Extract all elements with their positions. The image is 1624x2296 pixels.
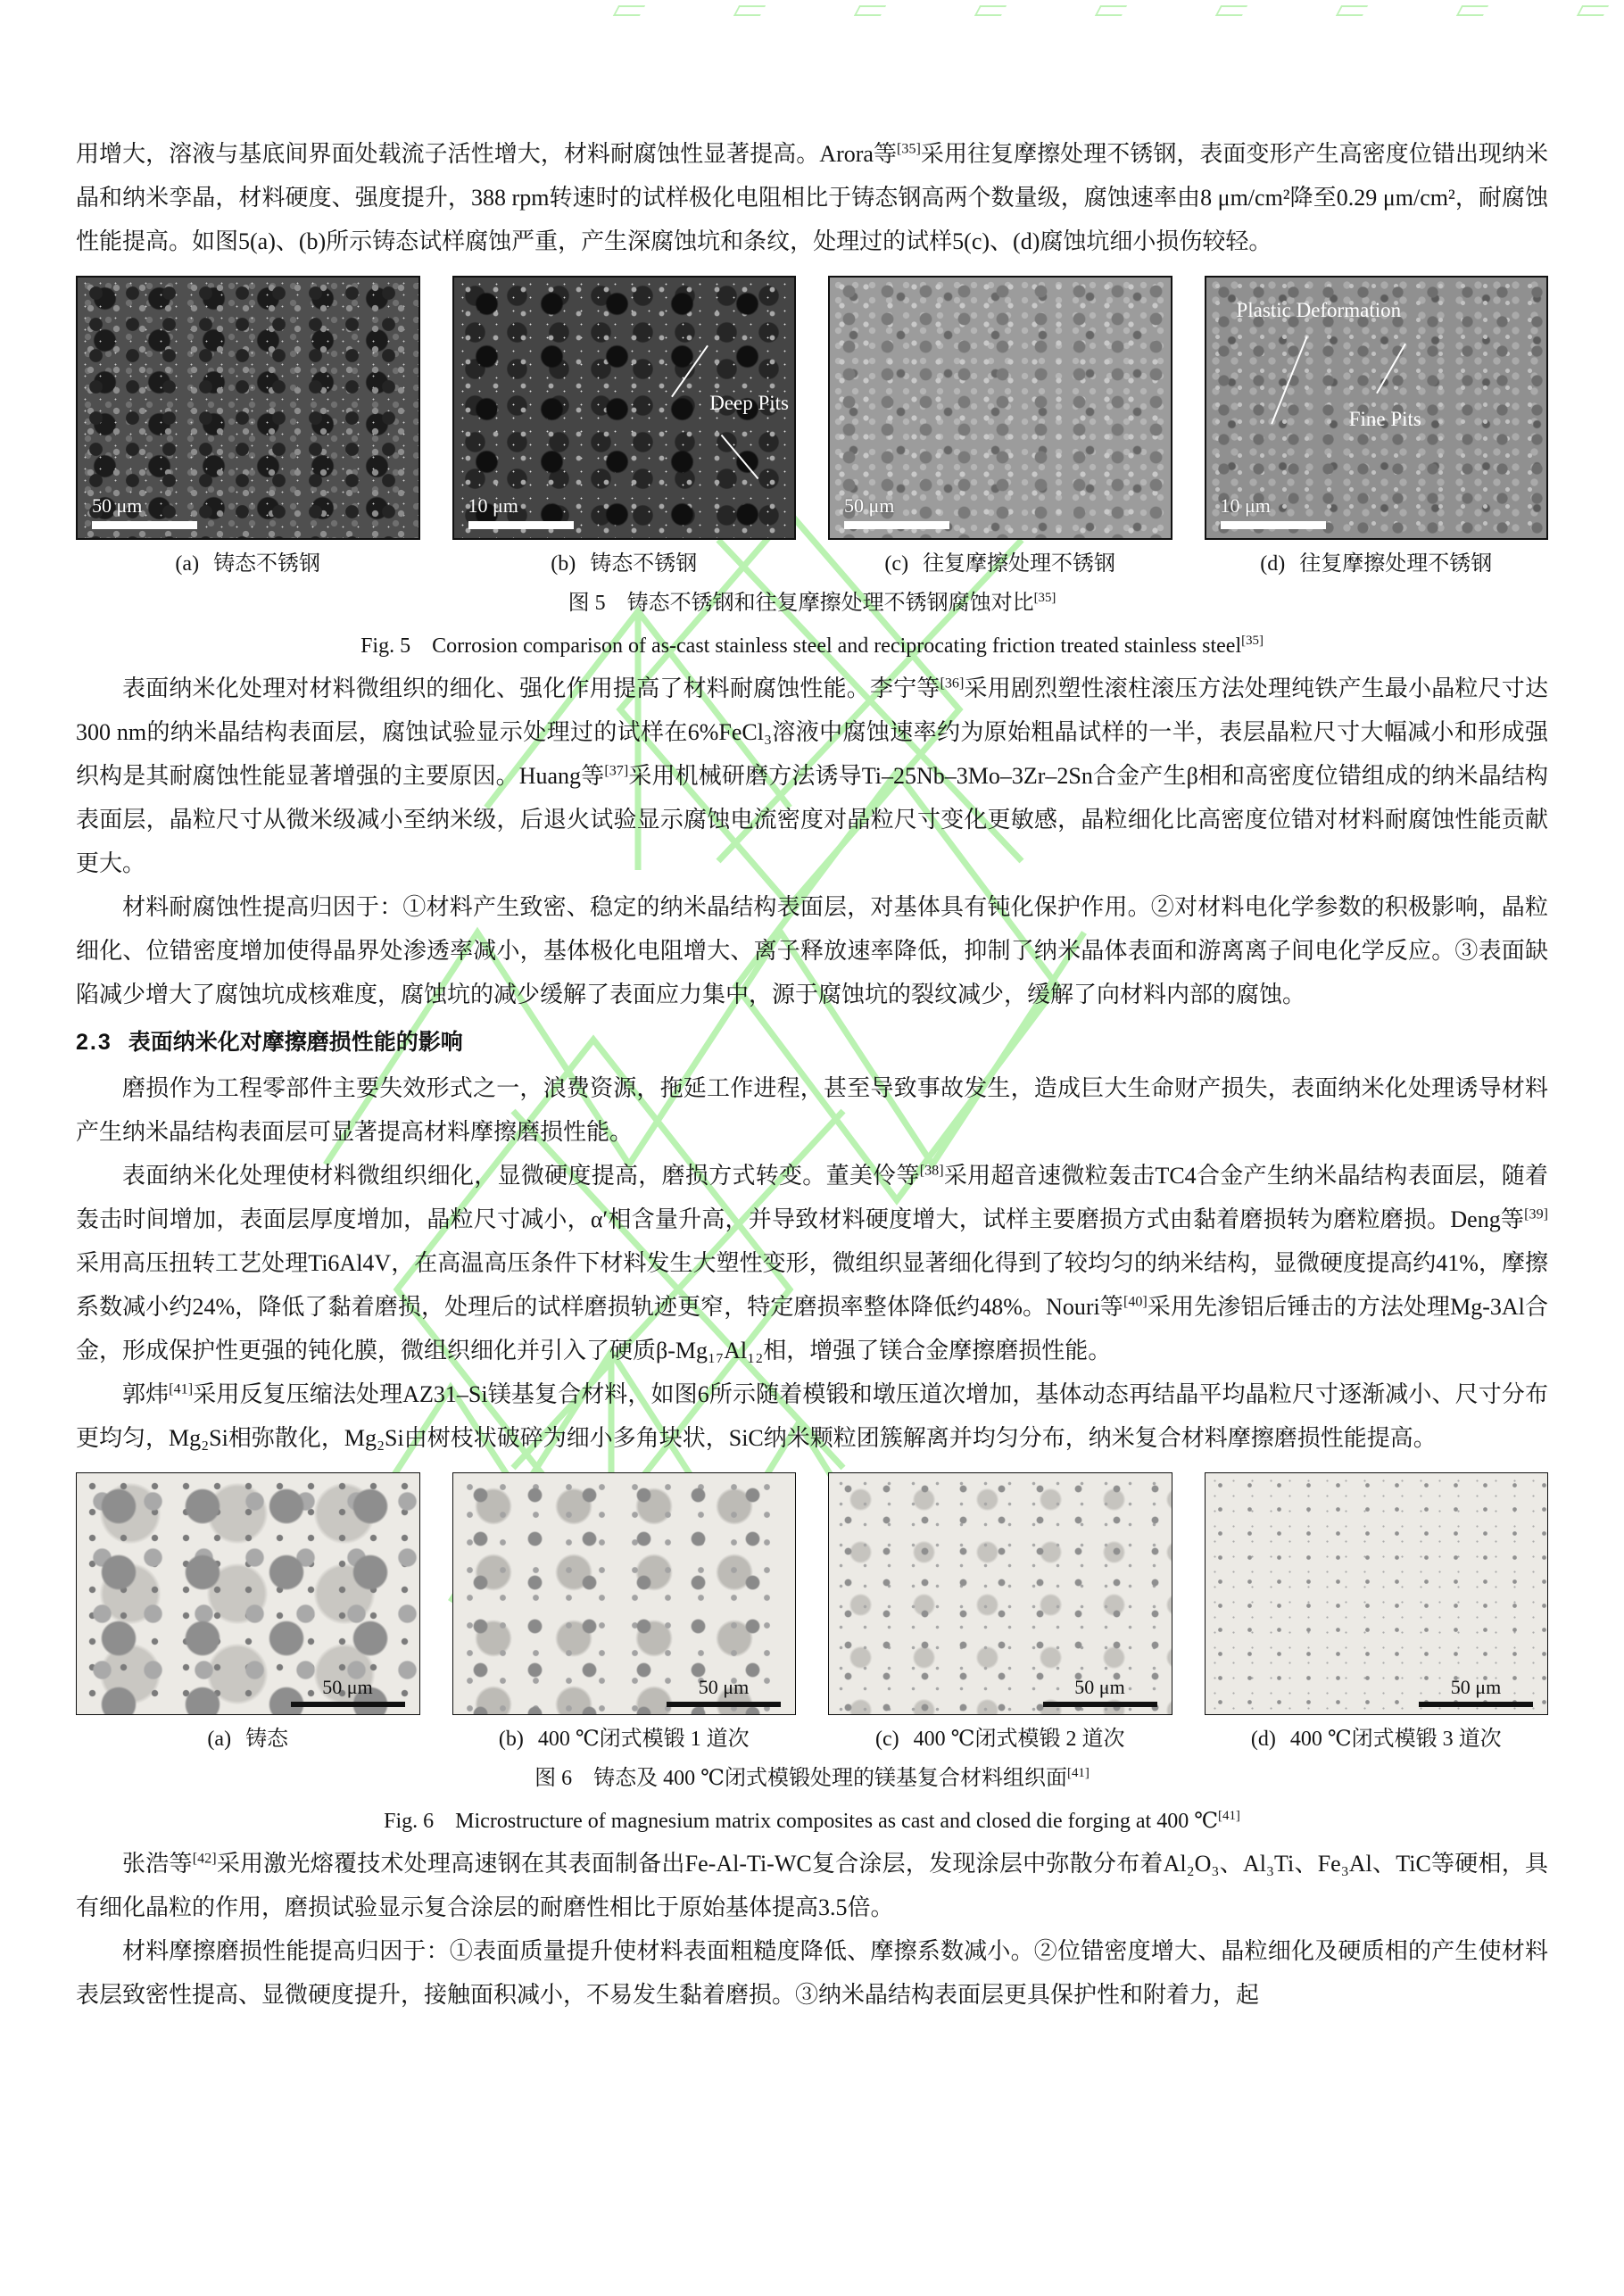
figure-5-image-row — [76, 276, 1548, 540]
scale-bar — [1221, 495, 1326, 529]
figure-5-subcaptions — [76, 549, 1548, 579]
figure6-subcaption-c — [828, 1724, 1172, 1754]
figure5-subcaption-d — [1205, 549, 1549, 579]
paragraph-arora-corrosion: 用增大，溶液与基底间界面处载流子活性增大，材料耐腐蚀性显著提高。Arora等[35]采用往复摩擦处理不锈钢，表面变形产生高密度位错出现纳米晶和纳米孪晶，材料硬度、强度提升，388 rpm转速时的试样极化电阻相比于铸态钢高两个数量级，腐蚀速率由8 μm/cm²降至0.29 μm/cm²，耐腐蚀性能提高。如图5(a)、(b)所示铸态试样腐蚀严重，产生深腐蚀坑和条纹，处理过的试样5(c)、(d)腐蚀坑细小损伤较轻。 — [76, 141, 1548, 254]
subcaption-text: 往复摩擦处理不锈钢 — [923, 552, 1116, 576]
scale-bar — [291, 1677, 405, 1707]
scale-bar — [92, 495, 197, 529]
scale-label: 10 μm — [1220, 494, 1271, 517]
figure-5-caption-zh: 图 5 铸态不锈钢和往复摩擦处理不锈钢腐蚀对比[35] — [568, 591, 1056, 615]
subcaption-text: 400 ℃闭式模锻 1 道次 — [537, 1728, 750, 1751]
scale-label: 50 μm — [92, 494, 143, 517]
scale-bar — [1419, 1677, 1533, 1707]
scale-label: 10 μm — [468, 494, 518, 517]
paragraph-corrosion-attribution: 材料耐腐蚀性提高归因于：①材料产生致密、稳定的纳米晶结构表面层，对基体具有钝化保护作用。②对材料电化学参数的积极影响，晶粒细化、位错密度增加使得晶界处渗透率减小，基体极化电阻增大、离子释放速率降低，抑制了纳米晶体表面和游离离子间电化学反应。③表面缺陷减少增大了腐蚀坑成核难度，腐蚀坑的减少缓解了表面应力集中，源于腐蚀坑的裂纹减少，缓解了向材料内部的腐蚀。 — [76, 894, 1548, 1007]
figure6-image-d — [1205, 1472, 1549, 1715]
figure5-image-d — [1205, 276, 1549, 540]
scale-bar-line — [1221, 521, 1326, 529]
figure6-image-c — [828, 1472, 1172, 1715]
figure6-image-a — [76, 1472, 420, 1715]
figure5-image-c — [828, 276, 1172, 540]
subcaption-label: (d) — [1250, 1728, 1276, 1751]
figure6-subcaption-b — [452, 1724, 797, 1754]
figure6-image-b — [452, 1472, 797, 1715]
subcaption-text: 400 ℃闭式模锻 3 道次 — [1289, 1728, 1502, 1751]
paragraph-wear-studies: 表面纳米化处理使材料微组织细化，显微硬度提高，磨损方式转变。董美伶等[38]采用超音速微粒轰击TC4合金产生纳米晶结构表面层，随着轰击时间增加，表面层厚度增加，晶粒尺寸减小，α′相含量升高，并导致材料硬度增大，试样主要磨损方式由黏着磨损转为磨粒磨损。Deng等[39]采用高压扭转工艺处理Ti6Al4V，在高温高压条件下材料发生大塑性变形，微组织显著细化得到了较均匀的纳米结构，显微硬度提高约41%，摩擦系数减小约24%，降低了黏着磨损，处理后的试样磨损轨迹更窄，特定磨损率整体降低约48%。Nouri等[40]采用先渗铝后锤击的方法处理Mg-3Al合金，形成保护性更强的钝化膜，微组织细化并引入了硬质β-Mg₁₇Al₁₂相，增强了镁合金摩擦磨损性能。 — [76, 1163, 1548, 1364]
scale-bar — [468, 495, 574, 529]
subcaption-label: (a) — [175, 552, 200, 576]
figure5-image-b — [452, 276, 797, 540]
annotation-line — [1376, 344, 1406, 394]
subcaption-label: (d) — [1260, 552, 1286, 576]
paragraph-wear-attribution: 材料摩擦磨损性能提高归因于：①表面质量提升使材料表面粗糙度降低、摩擦系数减小。②位错密度增大、晶粒细化及硬质相的产生使材料表层致密性提高、显微硬度提升，接触面积减小，不易发生黏着磨损。③纳米晶结构表面层更具保护性和附着力，起 — [76, 1938, 1548, 2008]
subcaption-label: (c) — [875, 1728, 899, 1751]
subcaption-label: (b) — [551, 552, 576, 576]
figure-6-caption-en: Fig. 6 Microstructure of magnesium matrix composites as cast and closed die forging at 400 ℃[41] — [384, 1809, 1240, 1833]
section-heading-2-3 — [76, 1027, 1548, 1057]
figure6-subcaption-a — [76, 1724, 420, 1754]
paragraph-guowei-az31: 郭炜[41]采用反复压缩法处理AZ31–Si镁基复合材料，如图6所示随着模锻和墩压道次增加，基体动态再结晶平均晶粒尺寸逐渐减小、尺寸分布更均匀，Mg₂Si相弥散化，Mg₂Si由树枝状破碎为细小多角块状，SiC纳米颗粒团簇解离并均匀分布，纳米复合材料摩擦磨损性能提高。 — [76, 1381, 1548, 1451]
subcaption-label: (b) — [498, 1728, 524, 1751]
section-title: 表面纳米化对摩擦磨损性能的影响 — [128, 1030, 463, 1055]
figure-6-subcaptions — [76, 1724, 1548, 1754]
scale-bar-line — [92, 521, 197, 529]
annotation-deep-pits: Deep Pits — [709, 392, 789, 415]
scale-label: 50 μm — [1450, 1676, 1502, 1698]
paragraph-nano-corrosion-mechanism: 表面纳米化处理对材料微组织的细化、强化作用提高了材料耐腐蚀性能。李宁等[36]采用剧烈塑性滚柱滚压方法处理纯铁产生最小晶粒尺寸达300 nm的纳米晶结构表面层，腐蚀试验显示处理过的试样在6%FeCl₃溶液中腐蚀速率约为原始粗晶试样的一半，表层晶粒尺寸大幅减小和形成强织构是其耐腐蚀性能显著增强的主要原因。Huang等[37]采用机械研磨方法诱导Ti–25Nb–3Mo–3Zr–2Sn合金产生β相和高密度位错组成的纳米晶结构表面层，晶粒尺寸从微米级减小至纳米级，后退火试验显示腐蚀电流密度对晶粒尺寸变化更敏感，晶粒细化比高密度位错对材料耐腐蚀性能贡献更大。 — [76, 676, 1548, 876]
annotation-line — [721, 435, 759, 479]
figure5-subcaption-c — [828, 549, 1172, 579]
subcaption-text: 400 ℃闭式模锻 2 道次 — [913, 1728, 1125, 1751]
scale-bar-line — [1043, 1702, 1157, 1707]
scale-bar-line — [468, 521, 574, 529]
subcaption-label: (a) — [207, 1728, 232, 1751]
subcaption-text: 往复摩擦处理不锈钢 — [1299, 552, 1493, 576]
scale-bar-line — [291, 1702, 405, 1707]
annotation-fine-pits: Fine Pits — [1348, 408, 1421, 430]
figure-5 — [76, 276, 1548, 661]
paragraph-zhanghao-cladding: 张浩等[42]采用激光熔覆技术处理高速钢在其表面制备出Fe-Al-Ti-WC复合涂层，发现涂层中弥散分布着Al₂O₃、Al₃Ti、Fe₃Al、TiC等硬相，具有细化晶粒的作用，磨损试验显示复合涂层的耐磨性相比于原始基体提高3.5倍。 — [76, 1851, 1548, 1920]
subcaption-label: (c) — [884, 552, 909, 576]
annotation-plastic-deformation: Plastic Deformation — [1236, 299, 1402, 321]
figure5-subcaption-b — [452, 549, 797, 579]
figure-5-caption-en: Fig. 5 Corrosion comparison of as-cast stainless steel and reciprocating friction treated stainless steel[35] — [360, 634, 1264, 658]
figure5-subcaption-a — [76, 549, 420, 579]
scale-label: 50 μm — [844, 494, 895, 517]
figure-6-caption-zh: 图 6 铸态及 400 ℃闭式模锻处理的镁基复合材料组织面[41] — [534, 1766, 1090, 1790]
annotation-line — [1271, 336, 1308, 424]
figure6-subcaption-d — [1205, 1724, 1549, 1754]
paragraph-wear-intro: 磨损作为工程零部件主要失效形式之一，浪费资源，拖延工作进程，甚至导致事故发生，造成巨大生命财产损失，表面纳米化处理诱导材料产生纳米晶结构表面层可显著提高材料摩擦磨损性能。 — [76, 1075, 1548, 1145]
scale-label: 50 μm — [698, 1676, 750, 1698]
scale-label: 50 μm — [322, 1676, 373, 1698]
subcaption-text: 铸态不锈钢 — [213, 552, 321, 576]
scale-bar — [844, 495, 949, 529]
subcaption-text: 铸态 — [245, 1728, 289, 1751]
scale-bar — [1043, 1677, 1157, 1707]
scale-bar-line — [1419, 1702, 1533, 1707]
section-number: 2.3 — [76, 1030, 112, 1055]
figure-6-image-row — [76, 1472, 1548, 1715]
scale-bar-line — [667, 1702, 781, 1707]
figure-6 — [76, 1472, 1548, 1836]
scale-bar-line — [844, 521, 949, 529]
scale-label: 50 μm — [1074, 1676, 1125, 1698]
annotation-line — [671, 345, 708, 397]
subcaption-text: 铸态不锈钢 — [590, 552, 698, 576]
scale-bar — [667, 1677, 781, 1707]
figure5-image-a — [76, 276, 420, 540]
